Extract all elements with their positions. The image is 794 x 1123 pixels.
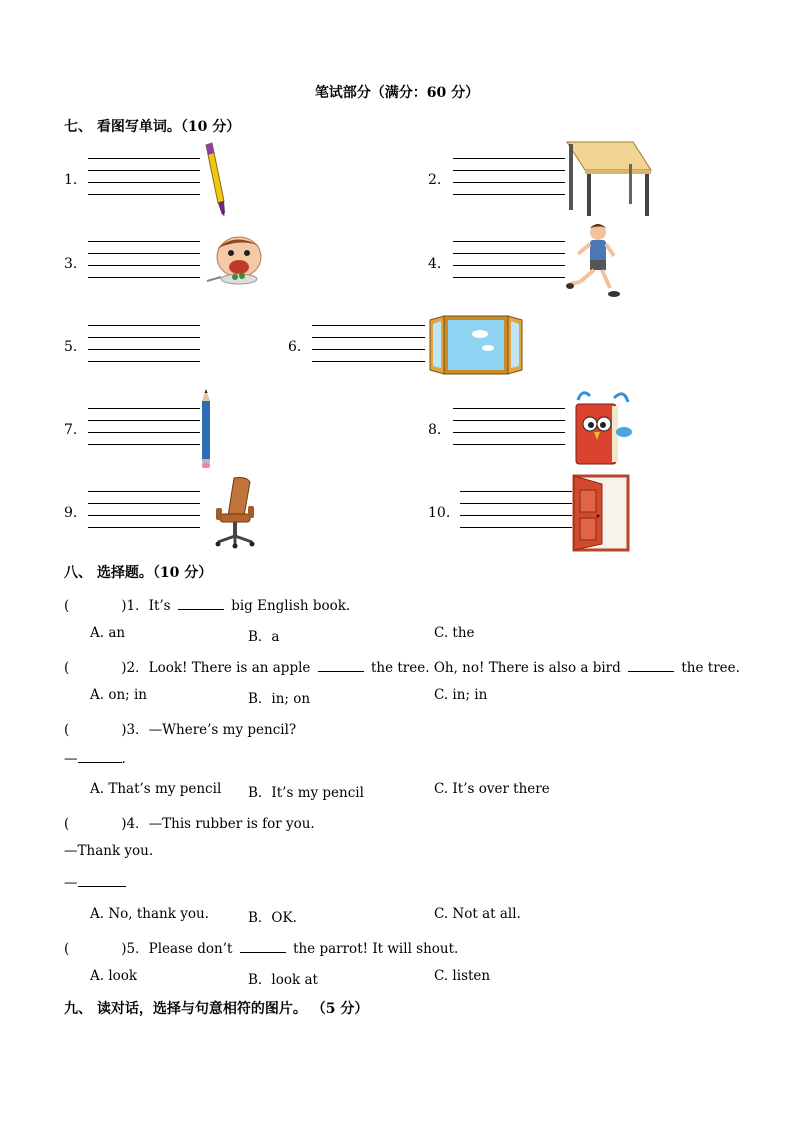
item-8-number: 8. (428, 422, 442, 438)
question-4-line-2: —Thank you. (64, 843, 154, 859)
question-4-option-c[interactable]: C. Not at all. (434, 906, 521, 922)
question-3 (64, 718, 296, 738)
item-5-number: 5. (64, 339, 78, 355)
question-1-text: )1．It’s (121, 598, 171, 614)
question-1-blank[interactable] (178, 597, 224, 610)
pencil-icon (200, 389, 212, 469)
question-4-option-a[interactable]: A. No, thank you. (90, 906, 209, 922)
item-7-number: 7. (64, 422, 78, 438)
item-10-number: 10. (428, 505, 451, 521)
question-3-option-a[interactable]: A. That’s my pencil (90, 781, 222, 797)
question-2-blank-1[interactable] (318, 659, 364, 672)
question-1-option-c[interactable]: C. the (434, 625, 475, 641)
question-3-text: )3．—Where’s my pencil? (121, 722, 297, 738)
question-1-option-b[interactable]: B．a (248, 629, 280, 645)
question-3-reply-blank[interactable] (78, 750, 122, 763)
question-2 (64, 656, 740, 676)
question-4 (64, 812, 315, 832)
item-9-number: 9. (64, 505, 78, 521)
question-4-reply-dash: — (64, 875, 78, 891)
question-1-option-a[interactable]: A. an (90, 625, 126, 641)
question-4-text: )4．—This rubber is for you. (121, 816, 315, 832)
question-2-blank-2[interactable] (628, 659, 674, 672)
question-1 (64, 594, 350, 614)
question-2-paren-open: ( (64, 660, 70, 676)
question-5-paren-open: ( (64, 941, 70, 957)
question-5 (64, 937, 458, 957)
question-4-reply (64, 874, 126, 891)
question-3-option-b[interactable]: B．It’s my pencil (248, 785, 364, 801)
question-1-text-after: big English book. (231, 598, 351, 614)
question-5-text: )5．Please don’t (121, 941, 233, 957)
item-4-number: 4. (428, 256, 442, 272)
page-title: 笔试部分（满分：60 分） (314, 85, 480, 101)
section-7-heading: 七、 看图写单词。（10 分） (64, 119, 241, 135)
question-4-option-b[interactable]: B．OK. (248, 910, 297, 926)
door-icon (572, 474, 632, 552)
question-5-text-after: the parrot! It will shout. (293, 941, 459, 957)
item-6-number: 6. (288, 339, 302, 355)
item-1-number: 1. (64, 172, 78, 188)
question-3-reply (64, 750, 126, 767)
question-2-text-mid: the tree. Oh, no! There is also a bird (370, 660, 621, 676)
question-5-option-c[interactable]: C. listen (434, 968, 491, 984)
window-icon (428, 314, 524, 376)
item-2-number: 2. (428, 172, 442, 188)
question-3-paren-open: ( (64, 722, 70, 738)
question-4-reply-blank[interactable] (78, 874, 126, 887)
question-2-text: )2．Look! There is an apple (121, 660, 311, 676)
question-1-paren-open: ( (64, 598, 70, 614)
boy-running-icon (566, 222, 624, 300)
question-2-text-after: the tree. (681, 660, 740, 676)
question-4-paren-open: ( (64, 816, 70, 832)
question-5-option-b[interactable]: B．look at (248, 972, 318, 988)
item-3-number: 3. (64, 256, 78, 272)
question-3-option-c[interactable]: C. It’s over there (434, 781, 550, 797)
question-2-option-a[interactable]: A. on; in (90, 687, 148, 703)
book-parrot-icon (568, 388, 634, 468)
section-8-heading: 八、 选择题。（10 分） (64, 565, 213, 581)
desk-icon (563, 140, 653, 218)
question-5-option-a[interactable]: A. look (90, 968, 138, 984)
question-2-option-b[interactable]: B．in; on (248, 691, 311, 707)
pen-icon (200, 143, 230, 217)
question-3-reply-end: . (121, 751, 126, 767)
question-3-reply-dash: — (64, 751, 78, 767)
chair-icon (212, 476, 258, 548)
question-5-blank[interactable] (240, 940, 286, 953)
section-9-heading: 九、 读对话，选择与句意相符的图片。 （5 分） (64, 1001, 369, 1017)
question-2-option-c[interactable]: C. in; in (434, 687, 488, 703)
boy-eating-icon (205, 235, 271, 287)
